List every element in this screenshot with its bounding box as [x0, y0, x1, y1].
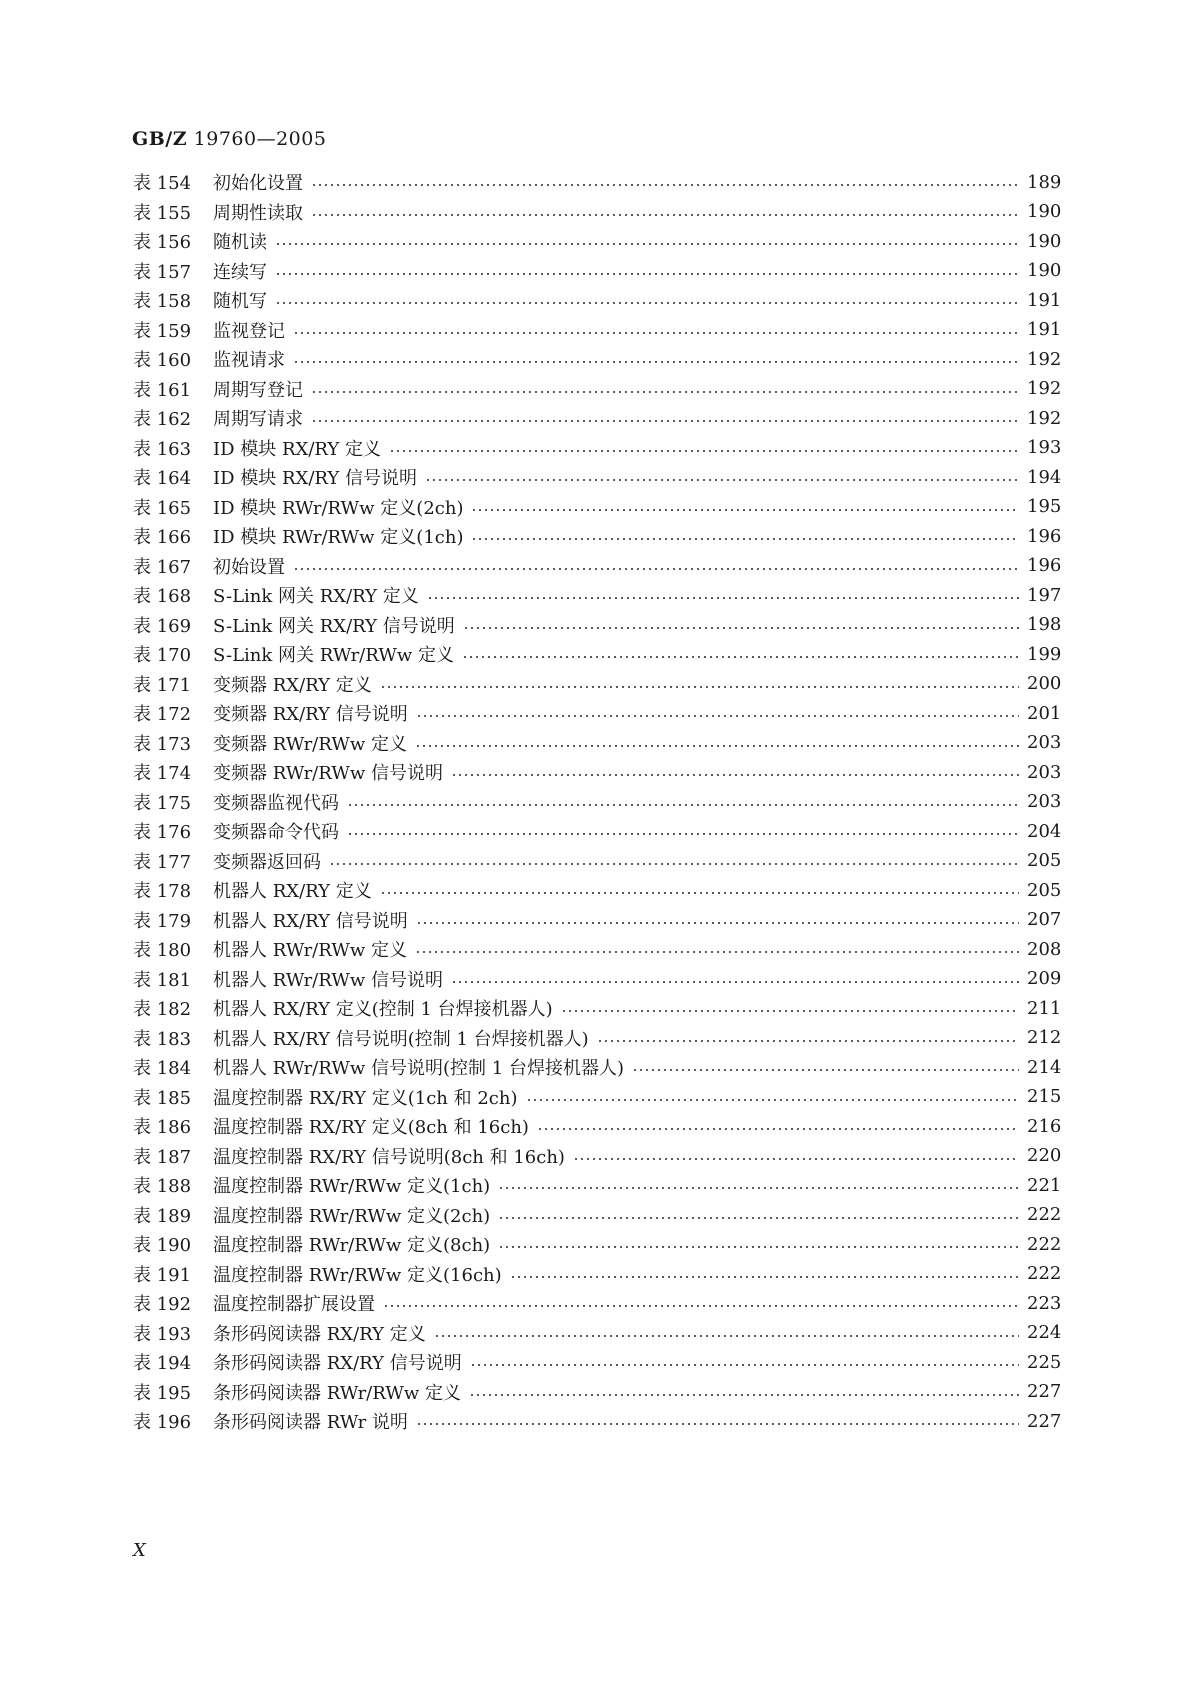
table-title: 变频器 RX/RY 信号说明	[213, 704, 408, 725]
dot-leader	[275, 302, 1019, 304]
table-number: 表 158	[133, 291, 192, 312]
page-number: 192	[1027, 407, 1062, 429]
dot-leader	[416, 715, 1019, 717]
dot-leader	[498, 1246, 1019, 1248]
page-number: 190	[1027, 201, 1062, 222]
table-title: 温度控制器扩展设置	[213, 1294, 375, 1315]
page-number-footer: X	[133, 1540, 146, 1561]
toc-entry[interactable]	[133, 255, 1061, 287]
table-title: 温度控制器 RWr/RWw 定义(1ch)	[213, 1176, 491, 1197]
dot-leader	[425, 479, 1019, 481]
table-title: 温度控制器 RWr/RWw 定义(8ch)	[213, 1235, 491, 1256]
toc-entry[interactable]	[133, 1228, 1061, 1260]
page-number: 196	[1027, 525, 1062, 547]
page-number: 200	[1027, 673, 1062, 694]
table-title: 机器人 RWr/RWw 信号说明	[213, 969, 444, 991]
table-number: 表 161	[133, 379, 192, 401]
page-number: 195	[1027, 496, 1062, 517]
table-title: 随机写	[213, 291, 267, 312]
dot-leader	[510, 1276, 1019, 1278]
toc-entry[interactable]	[133, 1258, 1061, 1290]
table-number: 表 188	[133, 1176, 192, 1197]
page-number: 215	[1027, 1086, 1062, 1107]
page-number: 205	[1027, 850, 1062, 871]
table-title: 条形码阅读器 RX/RY 定义	[213, 1323, 426, 1345]
table-number: 表 173	[133, 733, 192, 755]
dot-leader	[451, 981, 1019, 983]
table-title: 条形码阅读器 RWr/RWw 定义	[213, 1382, 462, 1404]
page-number: 227	[1027, 1410, 1062, 1432]
dot-leader	[329, 863, 1019, 865]
table-title: 机器人 RX/RY 定义	[213, 881, 372, 902]
dot-leader	[293, 568, 1019, 570]
toc-entry[interactable]	[133, 1405, 1061, 1437]
dot-leader	[498, 1217, 1019, 1219]
toc-entry[interactable]	[133, 196, 1061, 228]
table-number: 表 181	[133, 969, 192, 991]
toc-entry[interactable]	[133, 1376, 1061, 1408]
page-number: 198	[1027, 614, 1062, 635]
table-title: S-Link 网关 RWr/RWw 定义	[213, 645, 455, 666]
toc-entry[interactable]	[133, 166, 1061, 198]
table-number: 表 182	[133, 999, 192, 1020]
toc-entry[interactable]	[133, 491, 1061, 523]
dot-leader	[537, 1128, 1019, 1130]
table-title: 机器人 RX/RY 信号说明(控制 1 台焊接机器人)	[213, 1028, 589, 1050]
table-number: 表 172	[133, 704, 192, 725]
table-number: 表 184	[133, 1058, 192, 1079]
toc-entry[interactable]	[133, 1022, 1061, 1054]
toc-entry[interactable]	[133, 1346, 1061, 1378]
page-number: 192	[1027, 348, 1062, 370]
table-number: 表 175	[133, 792, 192, 814]
dot-leader	[311, 391, 1019, 393]
page-number: 209	[1027, 968, 1062, 989]
table-number: 表 193	[133, 1323, 192, 1345]
table-title: 条形码阅读器 RX/RY 信号说明	[213, 1353, 462, 1374]
page-number: 199	[1027, 643, 1062, 665]
dot-leader	[463, 627, 1019, 629]
toc-entry[interactable]	[133, 697, 1061, 729]
page-number: 201	[1027, 702, 1062, 724]
dot-leader	[451, 774, 1019, 776]
table-title: 温度控制器 RWr/RWw 定义(16ch)	[213, 1264, 502, 1286]
table-title: 监视请求	[213, 350, 285, 371]
dot-leader	[311, 214, 1019, 216]
toc-entry[interactable]	[133, 668, 1061, 700]
toc-entry[interactable]	[133, 963, 1061, 995]
page-number: 223	[1027, 1292, 1062, 1314]
table-title: S-Link 网关 RX/RY 定义	[213, 586, 419, 607]
toc-entry[interactable]	[133, 609, 1061, 641]
table-title: ID 模块 RWr/RWw 定义(2ch)	[213, 497, 464, 519]
page-number: 191	[1027, 289, 1062, 311]
table-title: 初始化设置	[213, 173, 303, 194]
table-number: 表 177	[133, 851, 192, 873]
toc-entry[interactable]	[133, 786, 1061, 818]
standard-number: 19760—2005	[193, 128, 327, 150]
toc-entry[interactable]	[133, 432, 1061, 464]
toc-entry[interactable]	[133, 933, 1061, 965]
dot-leader	[469, 1394, 1019, 1396]
dot-leader	[526, 1099, 1020, 1101]
table-title: 变频器 RX/RY 定义	[213, 674, 372, 696]
table-number: 表 159	[133, 320, 192, 342]
toc-entry[interactable]	[133, 373, 1061, 405]
dot-leader	[415, 951, 1019, 953]
dot-leader	[597, 1040, 1019, 1042]
table-number: 表 155	[133, 202, 192, 224]
toc-entry[interactable]	[133, 579, 1061, 611]
dot-leader	[389, 450, 1019, 452]
toc-entry[interactable]	[133, 638, 1061, 670]
table-number: 表 191	[133, 1264, 192, 1286]
table-number: 表 169	[133, 615, 192, 637]
table-title: 变频器命令代码	[213, 822, 339, 843]
table-number: 表 194	[133, 1353, 192, 1374]
table-number: 表 163	[133, 438, 192, 460]
page-number: 203	[1027, 791, 1062, 812]
page-number: 191	[1027, 319, 1062, 340]
table-number: 表 183	[133, 1028, 192, 1050]
dot-leader	[573, 1158, 1019, 1160]
page-number: 205	[1027, 879, 1062, 901]
page-number: 222	[1027, 1263, 1062, 1284]
table-number: 表 176	[133, 822, 192, 843]
page-number: 220	[1027, 1145, 1062, 1166]
dot-leader	[434, 1335, 1019, 1337]
dot-leader	[275, 243, 1019, 245]
toc-entry[interactable]	[133, 314, 1061, 346]
page-number: 211	[1027, 997, 1062, 1019]
dot-leader	[632, 1069, 1019, 1071]
table-title: 变频器 RWr/RWw 定义	[213, 733, 408, 755]
toc-entry[interactable]	[133, 1140, 1061, 1172]
page-number: 192	[1027, 378, 1062, 399]
page-number: 208	[1027, 938, 1062, 960]
table-number: 表 171	[133, 674, 192, 696]
dot-leader	[293, 361, 1019, 363]
toc-entry[interactable]	[133, 904, 1061, 936]
dot-leader	[311, 420, 1019, 422]
table-number: 表 179	[133, 910, 192, 932]
table-title: 条形码阅读器 RWr 说明	[213, 1412, 408, 1433]
dot-leader	[471, 538, 1019, 540]
table-title: ID 模块 RX/RY 信号说明	[213, 468, 418, 489]
table-title: 温度控制器 RWr/RWw 定义(2ch)	[213, 1205, 491, 1227]
table-title: 机器人 RX/RY 信号说明	[213, 910, 408, 932]
table-title: 机器人 RWr/RWw 定义	[213, 940, 408, 961]
table-title: 变频器 RWr/RWw 信号说明	[213, 763, 444, 784]
page-number: 221	[1027, 1174, 1062, 1196]
toc-entry[interactable]	[133, 1081, 1061, 1113]
toc-entry[interactable]	[133, 1317, 1061, 1349]
toc-entry[interactable]	[133, 756, 1061, 788]
toc-entry[interactable]	[133, 1169, 1061, 1201]
table-number: 表 162	[133, 409, 192, 430]
toc-entry[interactable]	[133, 1287, 1061, 1319]
table-title: 机器人 RWr/RWw 信号说明(控制 1 台焊接机器人)	[213, 1058, 624, 1079]
toc-entry[interactable]	[133, 550, 1061, 582]
dot-leader	[275, 273, 1019, 275]
page-number: 216	[1027, 1115, 1062, 1137]
toc-entry[interactable]	[133, 727, 1061, 759]
toc-entry[interactable]	[133, 402, 1061, 434]
page-number: 222	[1027, 1204, 1062, 1225]
dot-leader	[470, 1364, 1019, 1366]
table-number: 表 157	[133, 261, 192, 283]
table-title: 周期写请求	[213, 409, 303, 430]
table-number: 表 180	[133, 940, 192, 961]
table-title: 变频器返回码	[213, 851, 321, 873]
page-number: 225	[1027, 1351, 1062, 1373]
toc-entry[interactable]	[133, 520, 1061, 552]
page-number: 204	[1027, 820, 1062, 842]
page-number: 214	[1027, 1056, 1062, 1078]
dot-leader	[427, 597, 1019, 599]
page-number: 197	[1027, 584, 1062, 606]
table-title: S-Link 网关 RX/RY 信号说明	[213, 615, 455, 637]
dot-leader	[561, 1010, 1019, 1012]
table-title: 温度控制器 RX/RY 定义(8ch 和 16ch)	[213, 1117, 529, 1138]
table-title: 温度控制器 RX/RY 定义(1ch 和 2ch)	[213, 1087, 518, 1109]
table-number: 表 164	[133, 468, 192, 489]
table-title: ID 模块 RWr/RWw 定义(1ch)	[213, 527, 464, 548]
dot-leader	[380, 686, 1019, 688]
page-number: 194	[1027, 466, 1062, 488]
dot-leader	[416, 922, 1019, 924]
table-number: 表 167	[133, 556, 192, 578]
table-number: 表 170	[133, 645, 192, 666]
dot-leader	[293, 332, 1019, 334]
dot-leader	[415, 745, 1019, 747]
table-title: 监视登记	[213, 320, 285, 342]
page-number: 203	[1027, 761, 1062, 783]
toc-entry[interactable]	[133, 1110, 1061, 1142]
table-number: 表 160	[133, 350, 192, 371]
table-title: 连续写	[213, 261, 267, 283]
dot-leader	[383, 1305, 1019, 1307]
page-number: 207	[1027, 909, 1062, 930]
table-title: 初始设置	[213, 556, 285, 578]
table-title: 随机读	[213, 232, 267, 253]
page-number: 224	[1027, 1322, 1062, 1343]
table-number: 表 196	[133, 1412, 192, 1433]
dot-leader	[416, 1423, 1019, 1425]
table-title: 周期写登记	[213, 379, 303, 401]
toc-entry[interactable]	[133, 461, 1061, 493]
table-title: 周期性读取	[213, 202, 303, 224]
page-number: 193	[1027, 437, 1062, 458]
table-number: 表 166	[133, 527, 192, 548]
table-number: 表 190	[133, 1235, 192, 1256]
dot-leader	[347, 804, 1019, 806]
document-header	[132, 128, 326, 150]
dot-leader	[462, 656, 1019, 658]
toc-entry[interactable]	[133, 874, 1061, 906]
toc-entry[interactable]	[133, 1199, 1061, 1231]
table-number: 表 186	[133, 1117, 192, 1138]
page-number: 212	[1027, 1027, 1062, 1048]
toc-entry[interactable]	[133, 815, 1061, 847]
table-title: ID 模块 RX/RY 定义	[213, 438, 382, 460]
dot-leader	[471, 509, 1019, 511]
toc-entry[interactable]	[133, 343, 1061, 375]
toc-entry[interactable]	[133, 1051, 1061, 1083]
table-number: 表 174	[133, 763, 192, 784]
page-number: 190	[1027, 230, 1062, 252]
page-number: 227	[1027, 1381, 1062, 1402]
table-number: 表 189	[133, 1205, 192, 1227]
table-number: 表 192	[133, 1294, 192, 1315]
page-number: 222	[1027, 1233, 1062, 1255]
page-number: 189	[1027, 171, 1062, 193]
table-number: 表 156	[133, 232, 192, 253]
toc-entry[interactable]	[133, 992, 1061, 1024]
dot-leader	[380, 892, 1019, 894]
standard-prefix: GB/Z	[132, 128, 188, 150]
dot-leader	[498, 1187, 1019, 1189]
dot-leader	[347, 833, 1019, 835]
table-number: 表 165	[133, 497, 192, 519]
page-number: 190	[1027, 260, 1062, 281]
toc-entry[interactable]	[133, 845, 1061, 877]
dot-leader	[311, 184, 1019, 186]
toc-entry[interactable]	[133, 284, 1061, 316]
page-number: 196	[1027, 555, 1062, 576]
table-number: 表 168	[133, 586, 192, 607]
page-number: 203	[1027, 732, 1062, 753]
table-number: 表 195	[133, 1382, 192, 1404]
table-title: 变频器监视代码	[213, 792, 339, 814]
table-title: 机器人 RX/RY 定义(控制 1 台焊接机器人)	[213, 999, 553, 1020]
table-number: 表 187	[133, 1146, 192, 1168]
table-number: 表 185	[133, 1087, 192, 1109]
table-number: 表 154	[133, 173, 192, 194]
toc-entry[interactable]	[133, 225, 1061, 257]
table-number: 表 178	[133, 881, 192, 902]
table-title: 温度控制器 RX/RY 信号说明(8ch 和 16ch)	[213, 1146, 565, 1168]
